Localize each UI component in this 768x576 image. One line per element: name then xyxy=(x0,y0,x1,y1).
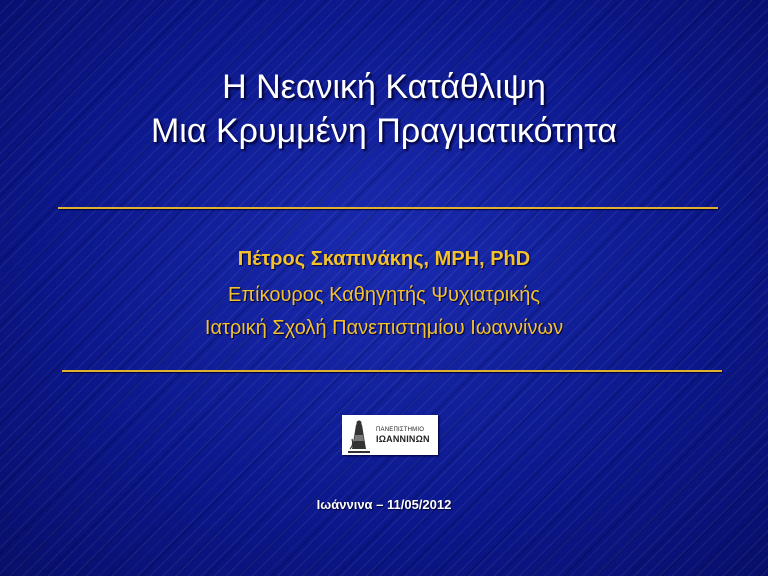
university-emblem-icon xyxy=(344,415,374,455)
bottom-divider xyxy=(62,370,722,372)
logo-text-line1: ΠΑΝΕΠΙΣΤΗΜΙΟ xyxy=(376,426,425,433)
author-institution: Ιατρική Σχολή Πανεπιστημίου Ιωαννίνων xyxy=(204,317,564,339)
author-name: Πέτρος Σκαπινάκης, MPH, PhD xyxy=(237,248,531,270)
university-logo xyxy=(342,415,438,455)
date-line: Ιωάννινα – 11/05/2012 xyxy=(316,497,452,512)
slide-title-line1: Η Νεανική Κατάθλιψη xyxy=(222,68,546,106)
logo-text xyxy=(376,427,430,444)
author-position: Επίκουρος Καθηγητής Ψυχιατρικής xyxy=(228,284,540,306)
top-divider xyxy=(58,207,718,209)
logo-text-line2: ΙΩΑΝΝΙΝΩΝ xyxy=(376,433,430,444)
slide-title-line2: Μια Κρυμμένη Πραγματικότητα xyxy=(150,112,618,150)
